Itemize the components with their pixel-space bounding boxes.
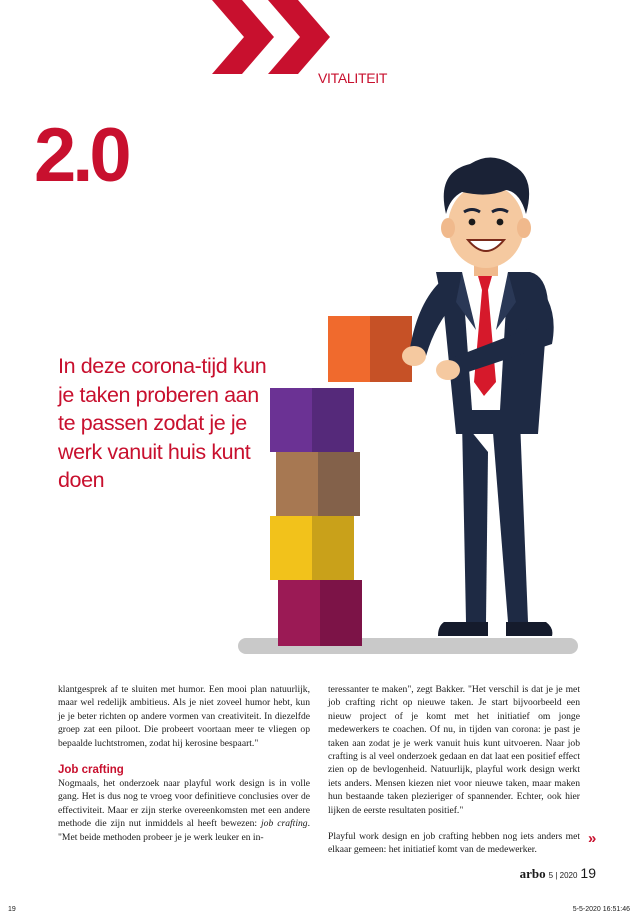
section-label: VITALITEIT: [318, 70, 388, 86]
section-number: 2.0: [34, 113, 128, 198]
print-timestamp: 5-5-2020 16:51:46: [572, 906, 630, 913]
page-number: 19: [580, 865, 596, 881]
paragraph: Playful work design en job crafting hebben nog iets anders met elkaar gemeen: het initiatief komt van de medewerker.: [328, 831, 580, 856]
issue-number: 5 | 2020: [548, 871, 578, 880]
magazine-brand: arbo: [519, 866, 546, 881]
double-chevron-right-icon: [212, 0, 342, 74]
pull-quote: In deze corona-tijd kun je taken proberen aan te passen zodat je je werk vanuit huis kunt doen: [58, 354, 267, 492]
subheading: Job crafting: [58, 764, 124, 777]
article-column-left: [58, 683, 310, 857]
page-folio: [520, 865, 596, 882]
paragraph-text: . "Met beide methoden probeer je je werk leuker en in-: [58, 818, 310, 843]
paragraph: klantgesprek af te sluiten met humor. Een mooi plan natuurlijk, maar wel redelijk ambitieus. Als je niet zoveel humor hebt, kun je je beter richten op andere vormen van creativiteit. In diezelfde groep zat een piloot. Die probeert voortaan meer te vliegen op bepaalde luchtstromen, zodat hij kerosine bespaart.": [58, 684, 310, 749]
paragraph: teressanter te maken", zegt Bakker. "Het verschil is dat je je met job crafting richt op nieuwe taken. Je start bijvoorbeeld een nieuw project of je komt met het initiatief om jonge medewerkers te coachen. Of nu, in tijden van corona: je past je taken aan zodat je je werk vanuit huis kunt uitvoeren. Naar job crafting is al veel onderzoek gedaan en dat laat een positief effect zien op de bevlogenheid. Natuurlijk, playful work design werkt iets anders. Mensen kiezen niet voor nieuwe taken, maar maken hun bestaande taken plezieriger of spannender. Echter, ook hier lijken de eerste resultaten positief.": [328, 684, 580, 816]
paragraph-text: Nogmaals, het onderzoek naar playful work design is in volle gang. Het is dus nog te vroeg voor definitieve conclusies over de effectiviteit. Maar er zijn sterke overeenkomsten met een andere methode die zijn nut inmiddels al heeft bewezen:: [58, 778, 310, 830]
emphasis: job crafting: [261, 818, 308, 830]
paragraph: [58, 777, 310, 844]
article-column-right: [328, 683, 580, 870]
continue-chevron-icon: »: [588, 830, 597, 847]
print-page-number: 19: [8, 906, 16, 913]
man-stacking-boxes-illustration: [230, 152, 590, 660]
